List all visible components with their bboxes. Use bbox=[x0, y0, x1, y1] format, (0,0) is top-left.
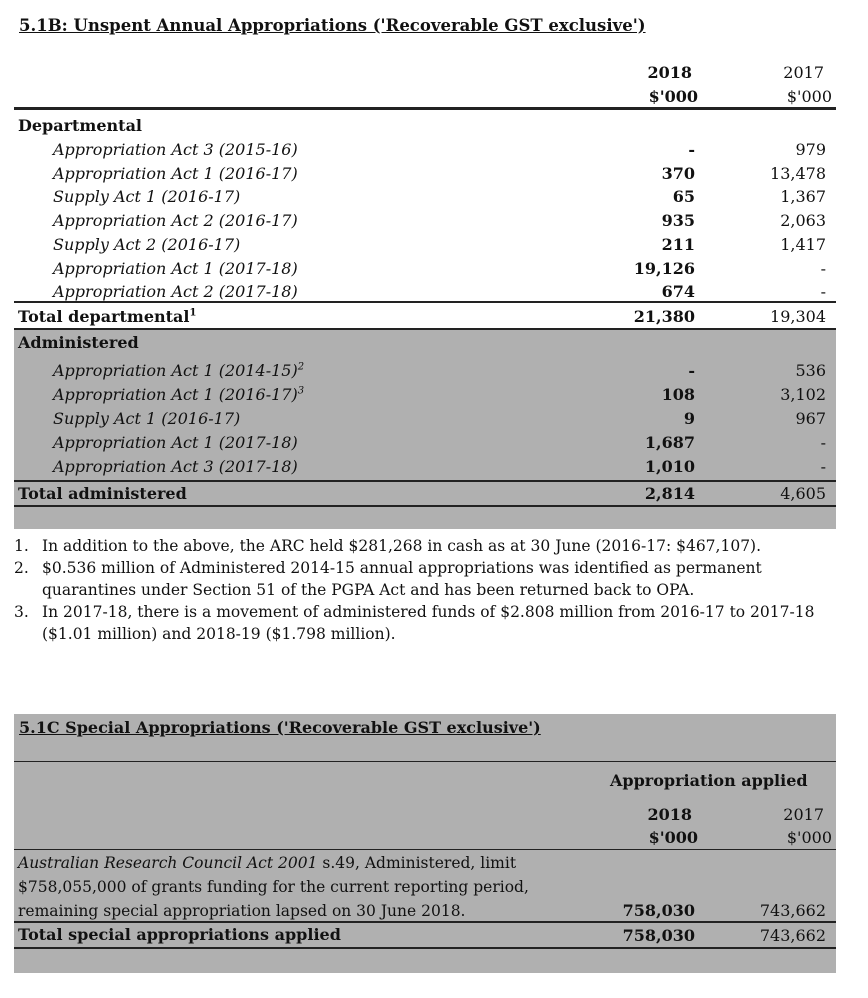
departmental-label: Appropriation Act 1 (2016-17) bbox=[53, 163, 298, 183]
total-departmental-label: Total departmental$^1$ bbox=[18, 307, 197, 326]
c-col-2018-year: 2018 bbox=[647, 805, 692, 824]
departmental-value-2018: - bbox=[688, 140, 695, 159]
c-total-bottom-rule bbox=[14, 947, 836, 949]
departmental-label: Supply Act 2 (2016-17) bbox=[53, 234, 241, 254]
departmental-value-2018: 211 bbox=[661, 234, 695, 254]
departmental-row bbox=[14, 185, 836, 209]
departmental-heading: Departmental bbox=[18, 116, 143, 135]
departmental-row bbox=[14, 162, 836, 186]
col-2017-unit: $'000 bbox=[786, 87, 832, 106]
administered-value-2018: 9 bbox=[683, 409, 695, 428]
departmental-value-2018: 935 bbox=[661, 211, 695, 231]
administered-label: Appropriation Act 1 (2017-18) bbox=[53, 433, 298, 452]
special-total-2018: 758,030 bbox=[622, 926, 695, 945]
c-col-2017-unit: $'000 bbox=[786, 828, 832, 847]
total-administered-2018: 2,814 bbox=[644, 484, 695, 503]
departmental-value-2017: 979 bbox=[795, 140, 826, 159]
administered-row bbox=[14, 383, 836, 407]
departmental-value-2017: 2,063 bbox=[780, 211, 826, 231]
special-total-2017: 743,662 bbox=[759, 926, 826, 945]
departmental-value-2017: 13,478 bbox=[770, 163, 826, 183]
departmental-row bbox=[14, 209, 836, 233]
admin-total-bottom-rule bbox=[14, 505, 836, 507]
administered-value-2018: - bbox=[688, 361, 695, 380]
administered-heading-row bbox=[14, 331, 836, 355]
header-rule bbox=[14, 107, 836, 110]
section-b-title: 5.1B: Unspent Annual Appropriations ('Recoverable GST exclusive') bbox=[19, 16, 646, 35]
departmental-row bbox=[14, 233, 836, 257]
departmental-value-2018: 19,126 bbox=[633, 258, 695, 278]
administered-value-2018: 1,687 bbox=[644, 433, 695, 452]
departmental-value-2017: - bbox=[820, 282, 826, 302]
special-row-2017: 743,662 bbox=[759, 901, 826, 920]
footnotes bbox=[14, 535, 834, 645]
departmental-heading-row bbox=[14, 114, 836, 138]
c-total-top-rule bbox=[14, 921, 836, 923]
total-administered-label: Total administered bbox=[18, 484, 187, 503]
total-administered-2017: 4,605 bbox=[780, 484, 826, 503]
administered-value-2017: - bbox=[820, 457, 826, 476]
section-c-title-rule bbox=[14, 761, 836, 762]
total-departmental-2017: 19,304 bbox=[770, 307, 826, 326]
footnote: 3. In 2017-18, there is a movement of administered funds of $2.808 million from 2016-17 to 2017-18 ($1.01 million) and 2018-19 ($1.798 million). bbox=[14, 603, 815, 643]
col-2018-year: 2018 bbox=[647, 63, 692, 82]
c-header-rule bbox=[14, 849, 836, 850]
departmental-label: Appropriation Act 2 (2016-17) bbox=[53, 211, 298, 231]
administered-heading: Administered bbox=[18, 333, 139, 352]
total-administered-row bbox=[14, 482, 836, 506]
administered-value-2017: 3,102 bbox=[780, 385, 826, 404]
administered-row bbox=[14, 407, 836, 431]
departmental-row bbox=[14, 138, 836, 162]
special-appropriation-description: Australian Research Council Act 2001 s.49, Administered, limit $758,055,000 of grants funding for the current reporting period, remaining special appropriation lapsed on 30 June 2018. bbox=[18, 854, 529, 920]
departmental-value-2017: - bbox=[820, 258, 826, 278]
departmental-label: Supply Act 1 (2016-17) bbox=[53, 187, 241, 207]
c-col-2017-year: 2017 bbox=[783, 805, 824, 824]
administered-label: Supply Act 1 (2016-17) bbox=[53, 409, 241, 428]
departmental-row bbox=[14, 257, 836, 281]
footnote: 2. $0.536 million of Administered 2014-15 annual appropriations was identified as permanent quarantines under Section 51 of the PGPA Act and has been returned back to OPA. bbox=[14, 559, 762, 599]
c-col-2018-unit: $'000 bbox=[648, 828, 698, 847]
departmental-label: Appropriation Act 3 (2015-16) bbox=[53, 140, 298, 159]
col-2017-year: 2017 bbox=[783, 63, 824, 82]
total-departmental-2018: 21,380 bbox=[633, 307, 695, 326]
section-c-title: 5.1C Special Appropriations ('Recoverable GST exclusive') bbox=[19, 718, 541, 737]
special-row-2018: 758,030 bbox=[622, 901, 695, 920]
administered-value-2018: 108 bbox=[661, 385, 695, 404]
administered-label: Appropriation Act 3 (2017-18) bbox=[53, 457, 298, 476]
administered-label: Appropriation Act 1 (2016-17)$^3$ bbox=[53, 385, 305, 404]
administered-row bbox=[14, 359, 836, 383]
administered-label: Appropriation Act 1 (2014-15)$^2$ bbox=[53, 361, 305, 380]
special-total-label: Total special appropriations applied bbox=[18, 925, 341, 944]
col-2018-unit: $'000 bbox=[648, 87, 698, 106]
administered-row bbox=[14, 455, 836, 479]
departmental-value-2018: 65 bbox=[672, 187, 695, 207]
total-departmental-row bbox=[14, 305, 836, 329]
departmental-value-2018: 370 bbox=[661, 163, 695, 183]
administered-value-2017: - bbox=[820, 433, 826, 452]
administered-value-2017: 536 bbox=[795, 361, 826, 380]
administered-row bbox=[14, 431, 836, 455]
administered-value-2018: 1,010 bbox=[644, 457, 695, 476]
administered-value-2017: 967 bbox=[795, 409, 826, 428]
admin-top-rule bbox=[14, 328, 836, 330]
departmental-value-2017: 1,367 bbox=[780, 187, 826, 207]
footnote: 1. In addition to the above, the ARC held $281,268 in cash as at 30 June (2016-17: $467,107). bbox=[14, 537, 762, 555]
act-name: Australian Research Council Act 2001 bbox=[18, 854, 318, 872]
departmental-label: Appropriation Act 1 (2017-18) bbox=[53, 258, 298, 278]
departmental-value-2017: 1,417 bbox=[780, 234, 826, 254]
departmental-label: Appropriation Act 2 (2017-18) bbox=[53, 282, 298, 302]
applied-heading: Appropriation applied bbox=[610, 771, 808, 790]
departmental-value-2018: 674 bbox=[661, 282, 695, 302]
dept-total-top-rule bbox=[14, 301, 836, 303]
